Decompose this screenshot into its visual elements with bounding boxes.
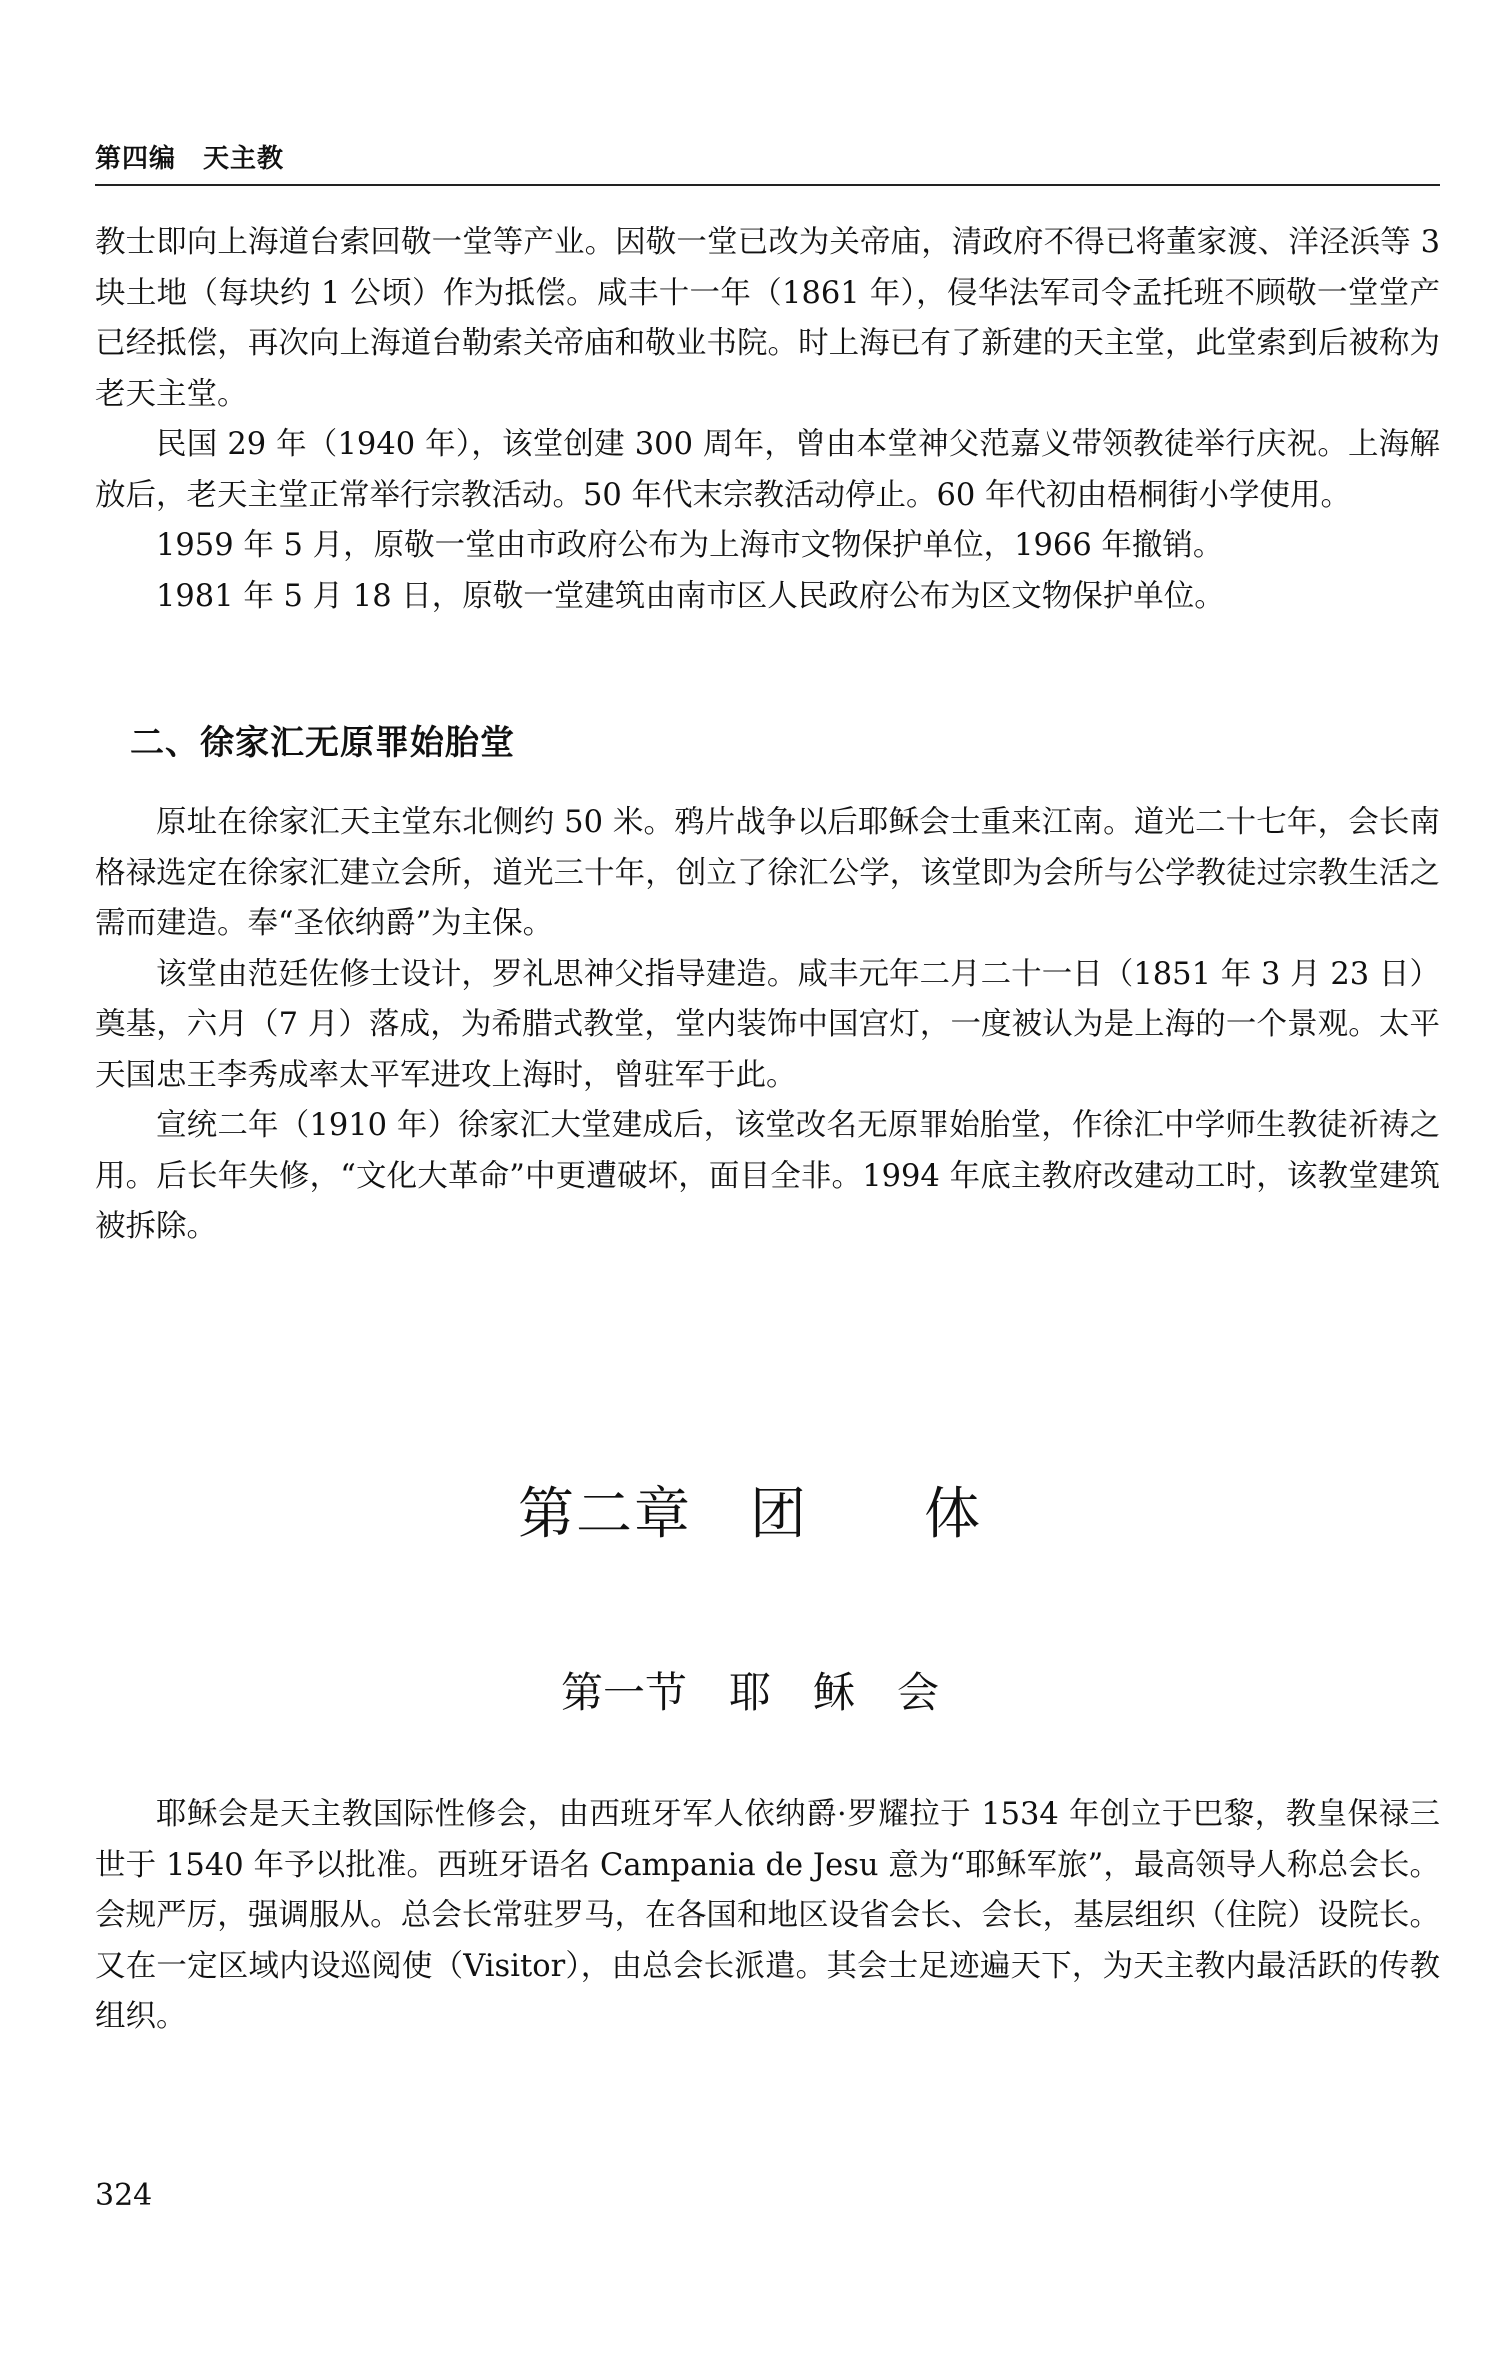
paragraph: 1981 年 5 月 18 日，原敬一堂建筑由南市区人民政府公布为区文物保护单位。 xyxy=(156,578,1225,614)
section-title: 第一节 耶 稣 会 xyxy=(560,1668,939,1717)
section-heading: 二、徐家汇无原罪始胎堂 xyxy=(130,723,515,763)
paragraph: 耶稣会是天主教国际性修会，由西班牙军人依纳爵·罗耀拉于 1534 年创立于巴黎，教皇保禄三世于 1540 年予以批准。西班牙语名 Campania de Jesu 意为“耶稣军旅”，最高领导人称总会长。会规严厉，强调服从。总会长常驻罗马，在各国和地区设省会长、会长，基层组织（住院）设院长。又在一定区域内设巡阅使（Visitor），由总会长派遣。其会士足迹遍天下，为天主教内最活跃的传教组织。 xyxy=(95,1797,1440,2034)
paragraph: 民国 29 年（1940 年），该堂创建 300 周年，曾由本堂神父范嘉义带领教徒举行庆祝。上海解放后，老天主堂正常举行宗教活动。50 年代末宗教活动停止。60 年代初由梧桐街小学使用。 xyxy=(95,427,1440,513)
section-2-body xyxy=(95,798,1440,1253)
paragraph: 原址在徐家汇天主堂东北侧约 50 米。鸦片战争以后耶稣会士重来江南。道光二十七年，会长南格禄选定在徐家汇建立会所，道光三十年，创立了徐汇公学，该堂即为会所与公学教徒过宗教生活之需而建造。奉“圣依纳爵”为主保。 xyxy=(95,805,1440,941)
paragraph: 宣统二年（1910 年）徐家汇大堂建成后，该堂改名无原罪始胎堂，作徐汇中学师生教徒祈祷之用。后长年失修，“文化大革命”中更遭破坏，面目全非。1994 年底主教府改建动工时，该教堂建筑被拆除。 xyxy=(95,1108,1440,1244)
page-number: 324 xyxy=(95,2178,153,2213)
jesuit-section-body xyxy=(95,1790,1440,2043)
chapter-title: 第二章 团 体 xyxy=(518,1482,982,1547)
paragraph: 该堂由范廷佐修士设计，罗礼思神父指导建造。咸丰元年二月二十一日（1851 年 3 月 23 日）奠基，六月（7 月）落成，为希腊式教堂，堂内装饰中国宫灯，一度被认为是上海的一个景观。太平天国忠王李秀成率太平军进攻上海时，曾驻军于此。 xyxy=(95,956,1440,1093)
header-rule xyxy=(95,184,1440,186)
section-1-body xyxy=(95,218,1440,622)
running-head: 第四编 天主教 xyxy=(95,144,285,174)
paragraph: 1959 年 5 月，原敬一堂由市政府公布为上海市文物保护单位，1966 年撤销。 xyxy=(156,528,1224,563)
paragraph: 教士即向上海道台索回敬一堂等产业。因敬一堂已改为关帝庙，清政府不得已将董家渡、洋泾浜等 3 块土地（每块约 1 公顷）作为抵偿。咸丰十一年（1861 年），侵华法军司令孟托班不顾敬一堂堂产已经抵偿，再次向上海道台勒索关帝庙和敬业书院。时上海已有了新建的天主堂，此堂索到后被称为老天主堂。 xyxy=(95,225,1440,412)
